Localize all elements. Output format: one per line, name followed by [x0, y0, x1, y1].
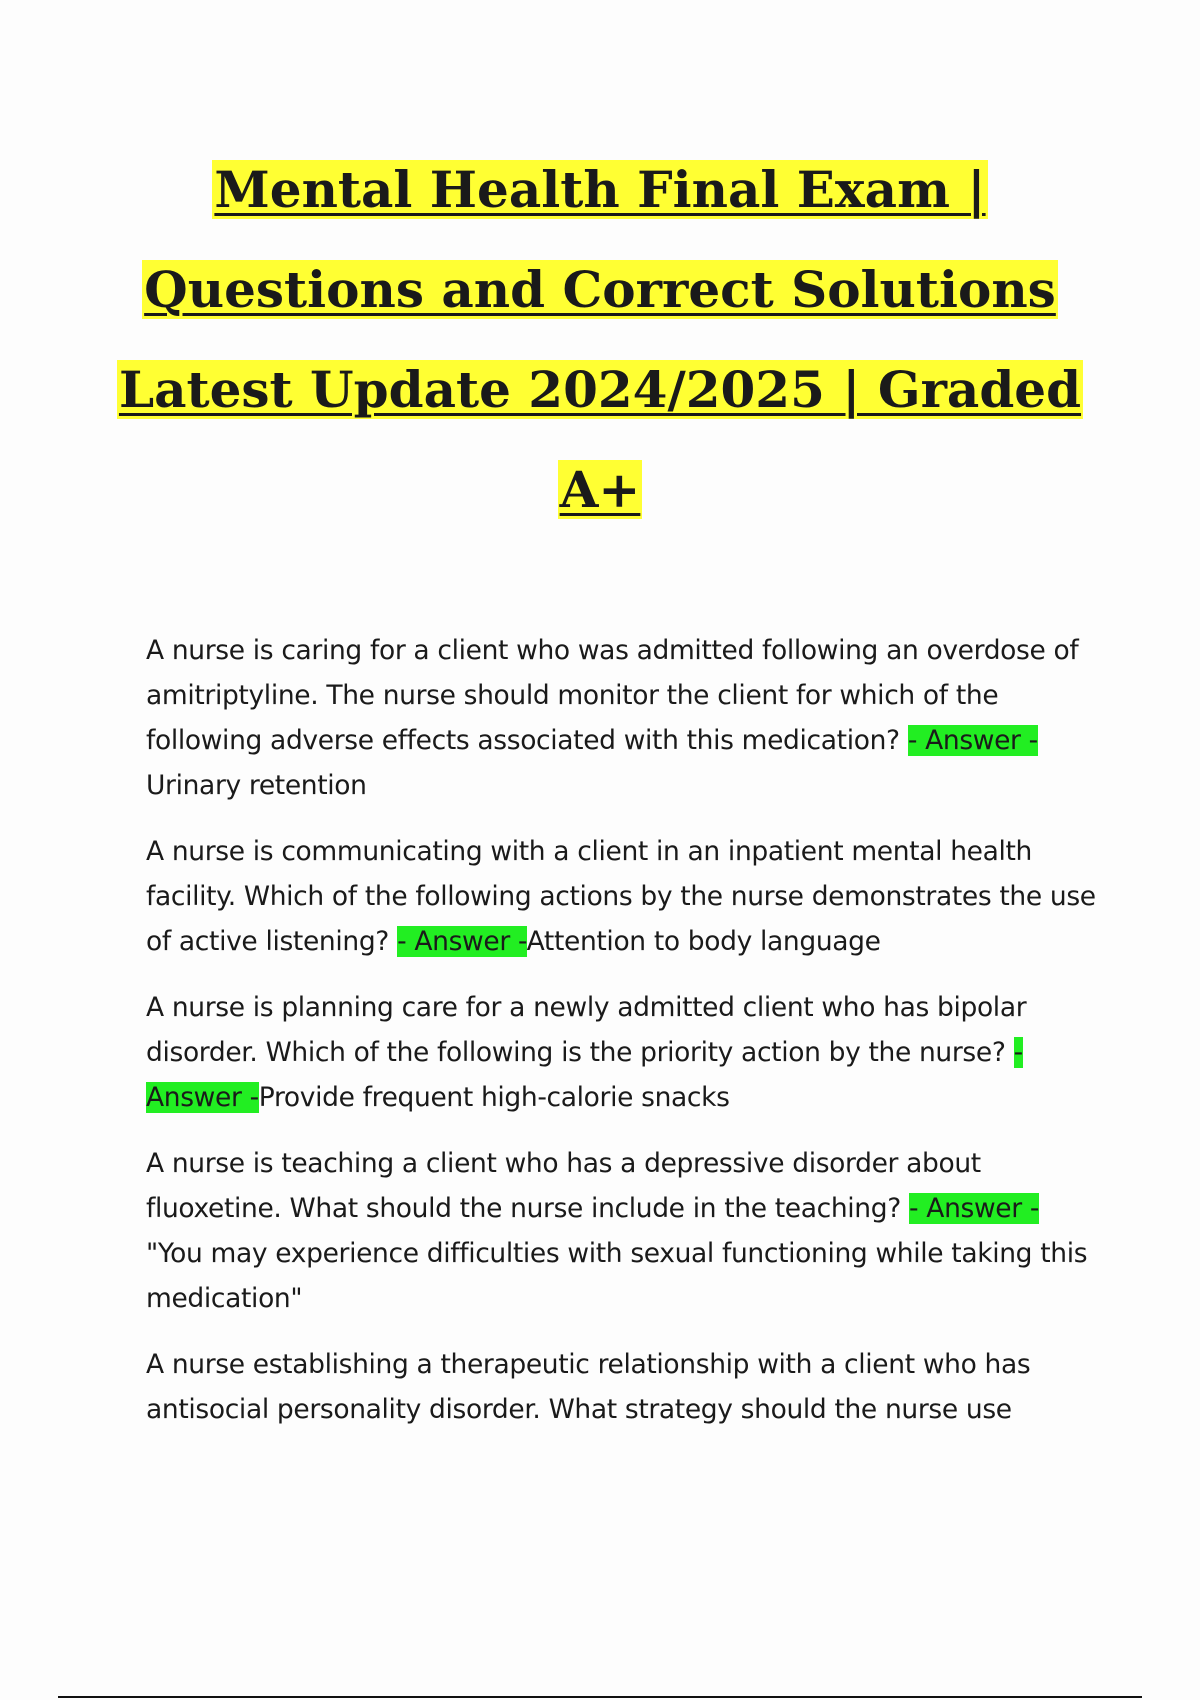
qa-item	[146, 985, 1096, 1120]
question-text: A nurse establishing a therapeutic relationship with a client who has antisocial personality disorder. What strategy should the nurse use	[146, 1349, 1031, 1425]
document-title	[0, 140, 1200, 540]
title-line-3: Latest Update 2024/2025 | Graded	[118, 360, 1082, 419]
question-text: A nurse is communicating with a client in an inpatient mental health facility. Which of the following actions by the nurse demonstrates the use of active listening?	[146, 836, 1096, 957]
answer-marker: - Answer -	[397, 926, 527, 957]
qa-item	[146, 628, 1096, 808]
qa-item	[146, 829, 1096, 964]
qa-item	[146, 1342, 1096, 1432]
title-line-1: Mental Health Final Exam |	[214, 160, 986, 219]
answer-marker: - Answer -	[146, 1037, 1023, 1113]
question-answer-list	[146, 628, 1096, 1453]
question-text: A nurse is caring for a client who was admitted following an overdose of amitriptyline. The nurse should monitor the client for which of the following adverse effects associated with this medication?	[146, 635, 1079, 756]
title-line-2: Questions and Correct Solutions	[144, 260, 1056, 319]
answer-text: "You may experience difficulties with sexual functioning while taking this medication"	[146, 1238, 1088, 1314]
answer-marker: - Answer -	[907, 725, 1038, 756]
answer-text: Provide frequent high-calorie snacks	[258, 1082, 730, 1113]
question-text: A nurse is teaching a client who has a depressive disorder about fluoxetine. What should the nurse include in the teaching?	[146, 1148, 981, 1224]
answer-text: Attention to body language	[526, 926, 881, 957]
qa-item	[146, 1141, 1096, 1321]
title-line-4: A+	[559, 460, 641, 519]
answer-text: Urinary retention	[146, 770, 367, 801]
question-text: A nurse is planning care for a newly admitted client who has bipolar disorder. Which of the following is the priority action by the nurse?	[146, 992, 1027, 1068]
answer-marker: - Answer -	[909, 1193, 1040, 1224]
page-bottom-rule	[58, 1696, 1142, 1698]
